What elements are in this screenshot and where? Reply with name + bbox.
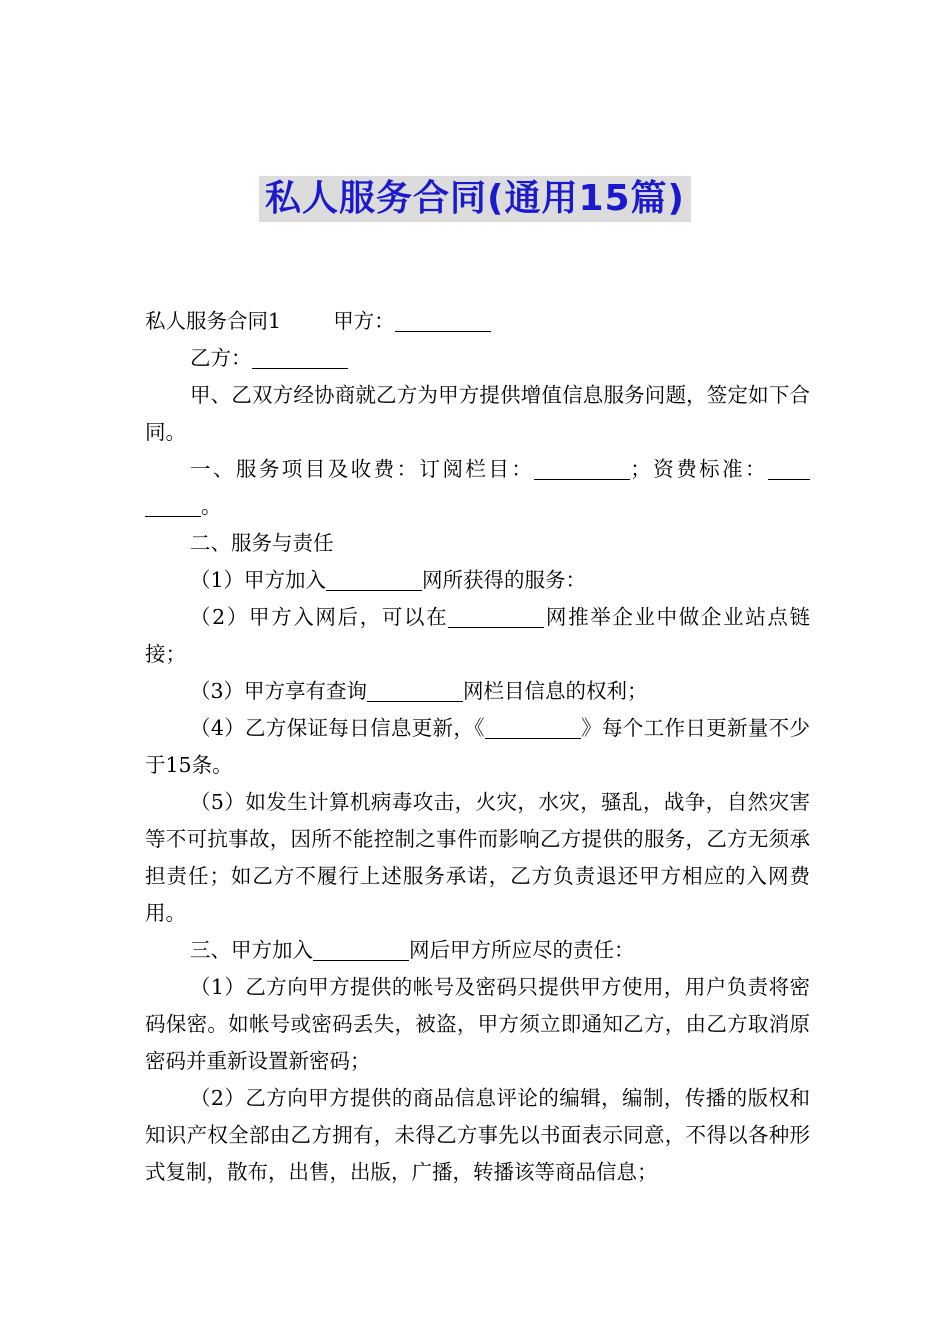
paragraph-intro: 甲、乙双方经协商就乙方为甲方提供增值信息服务问题，签定如下合同。 xyxy=(145,383,810,444)
party-a-label: 甲方： xyxy=(333,309,395,333)
column-blank xyxy=(534,455,630,480)
contract-number: 私人服务合同1 xyxy=(145,309,282,333)
network-blank xyxy=(367,677,463,702)
text-segment: （3）甲方享有查询 xyxy=(190,679,368,703)
section-heading-3 xyxy=(145,932,810,969)
text-segment: （1）甲方加入 xyxy=(190,568,327,592)
section-heading-2: 二、服务与责任 xyxy=(190,531,334,555)
text-segment: 网后甲方所应尽的责任： xyxy=(409,938,635,962)
network-blank xyxy=(326,566,422,591)
contract-heading-line xyxy=(145,303,810,340)
text-segment: 网推举企业中做企业站点链接； xyxy=(145,605,811,666)
clause-2-1 xyxy=(145,562,810,599)
text-segment: ；资费标准： xyxy=(630,457,769,481)
clause-3-2: （2）乙方向甲方提供的商品信息评论的编辑，编制，传播的版权和知识产权全部由乙方拥有，未得乙方事先以书面表示同意，不得以各种形式复制，散布，出售，出版，广播，转播该等商品信息； xyxy=(145,1086,810,1184)
clause-2-4 xyxy=(145,710,810,784)
text-segment: 三、甲方加入 xyxy=(190,938,313,962)
party-b-line xyxy=(145,340,810,377)
text-segment: 》每个工作日更新量不少于15条。 xyxy=(145,716,811,777)
column-name-blank xyxy=(485,714,581,739)
text-segment: 。 xyxy=(201,494,222,518)
title-area xyxy=(0,176,950,222)
text-segment: 网栏目信息的权利； xyxy=(463,679,648,703)
fee-blank xyxy=(768,455,810,480)
fee-blank-continued xyxy=(145,492,201,517)
clause-2-3 xyxy=(145,673,810,710)
party-a-blank xyxy=(395,307,491,332)
document-body xyxy=(145,303,810,1191)
clause-3-1: （1）乙方向甲方提供的帐号及密码只提供甲方使用，用户负责将密码保密。如帐号或密码丢失，被盗，甲方须立即通知乙方，由乙方取消原密码并重新设置新密码； xyxy=(145,975,810,1073)
party-b-label: 乙方： xyxy=(190,346,252,370)
document-title: 私人服务合同(通用15篇) xyxy=(259,176,691,222)
text-segment: （2）甲方入网后，可以在 xyxy=(190,605,449,629)
party-b-blank xyxy=(252,344,348,369)
text-segment: （4）乙方保证每日信息更新，《 xyxy=(190,716,485,740)
network-blank xyxy=(313,936,409,961)
text-segment: 一、服务项目及收费：订阅栏目： xyxy=(190,457,535,481)
text-segment: 网所获得的服务： xyxy=(422,568,587,592)
clause-2-2 xyxy=(145,599,810,673)
clause-2-5: （5）如发生计算机病毒攻击，火灾，水灾，骚乱，战争，自然灾害等不可抗事故，因所不能控制之事件而影响乙方提供的服务，乙方无须承担责任；如乙方不履行上述服务承诺，乙方负责退还甲方相应的入网费用。 xyxy=(145,790,810,925)
paragraph-service-fees xyxy=(145,451,810,525)
network-blank xyxy=(448,603,544,628)
